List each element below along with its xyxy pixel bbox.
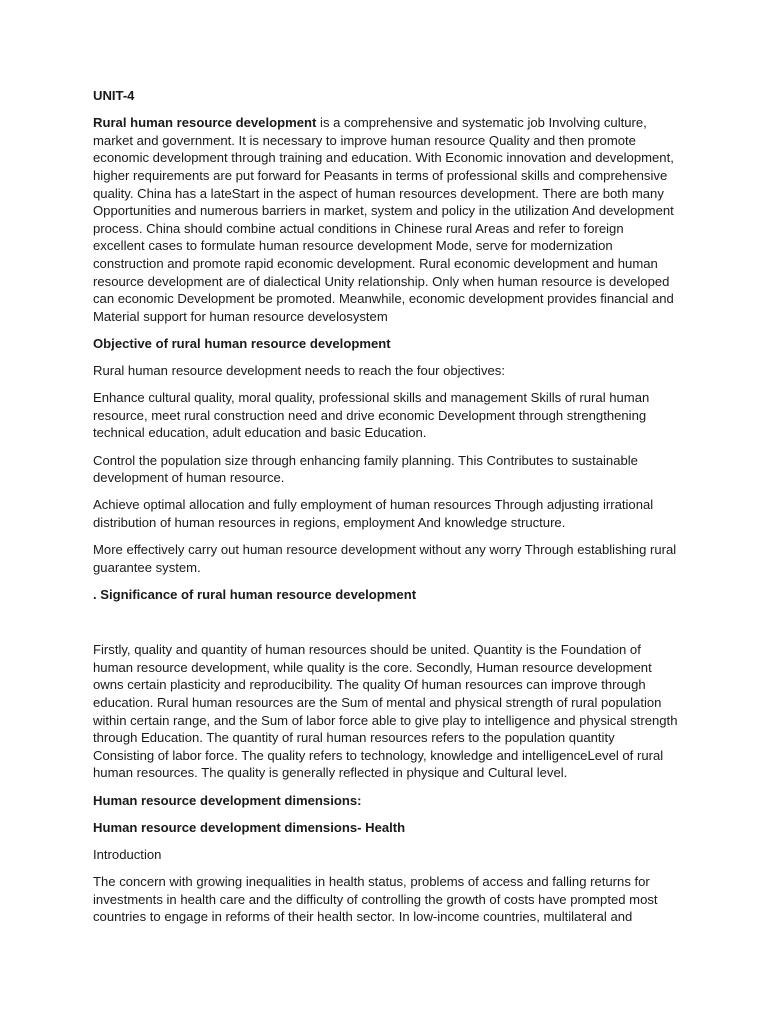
introduction-label: Introduction [93, 846, 162, 862]
intro-text: is a comprehensive and systematic job Involving culture, market and government. It is necessary to improve human resource Quality and then promote economic development through training and education. With Economic innovation and development, higher requirements are put forward for Peasants in terms of professional skills and comprehensive quality. China has a lateStart in the aspect of human resources development. There are both many Opportunities and numerous barriers in market, system and policy in the utilization And development process. China should combine actual conditions in Chinese rural Areas and refer to foreign excellent cases to formulate human resource development Mode, serve for modernization construction and promote rapid economic development. Rural economic development and human resource development are of dialectical Unity relationship. Only when human resource is developed can economic Development be promoted. Meanwhile, economic development provides financial and Material support for human resource develosystem [93, 115, 674, 324]
significance-heading [93, 586, 678, 604]
objective-item: More effectively carry out human resource development without any worry Through establishing rural guarantee system. [93, 542, 677, 575]
intro-bold-lead: Rural human resource development [93, 115, 317, 131]
health-heading: Human resource development dimensions- Health [93, 819, 406, 835]
health-paragraph: The concern with growing inequalities in health status, problems of access and falling returns for investments in health care and the difficulty of controlling the growth of costs have prompted most countries to engage in reforms of their health sector. In low-income countries, multilateral and [93, 874, 658, 925]
dimensions-heading: Human resource development dimensions: [93, 792, 362, 808]
intro-paragraph [93, 114, 678, 325]
unit-title: UNIT-4 [93, 88, 135, 103]
objective-heading: Objective of rural human resource development [93, 335, 391, 351]
objective-item: Control the population size through enhancing family planning. This Contributes to sustainable development of human resource. [93, 452, 638, 486]
significance-paragraph: Firstly, quality and quantity of human resources should be united. Quantity is the Foundation of human resource development, while quality is the core. Secondly, Human resource development owns certain plasticity and reproducibility. The quality Of human resources can improve through education. Rural human resources are the Sum of mental and physical strength of rural population within certain range, and the Sum of labor force able to give play to intelligence and physical strength through Education. The quantity of rural human resources refers to the population quantity Consisting of labor force. The quality refers to technology, knowledge and intelligenceLevel of rural human resources. The quality is generally reflected in physique and Cultural level. [93, 642, 678, 781]
objective-intro: Rural human resource development needs to reach the four objectives: [93, 363, 505, 379]
significance-heading-text: Significance of rural human resource development [100, 587, 417, 602]
objective-item: Achieve optimal allocation and fully employment of human resources Through adjusting irrational distribution of human resources in regions, employment And knowledge structure. [93, 497, 654, 531]
blank-gap [93, 613, 678, 641]
significance-prefix: . [93, 587, 101, 602]
objective-item: Enhance cultural quality, moral quality, professional skills and management Skills of rural human resource, meet rural construction need and drive economic Development through strengthening technical education, adult education and basic Education. [93, 390, 650, 441]
